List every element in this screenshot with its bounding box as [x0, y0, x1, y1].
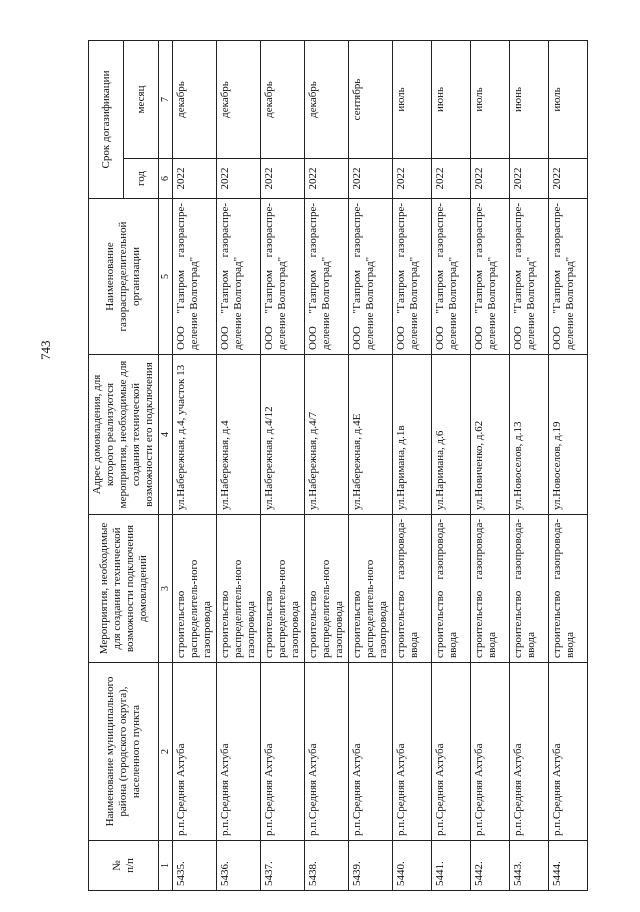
- header-address: Адрес домовладения, для которого реализуются мероприятия, необходимые для создания технической возможности его подключения: [89, 355, 159, 515]
- header-number: № п/п: [89, 841, 159, 891]
- row-number: 5439.: [349, 841, 393, 891]
- row-address: ул.Набережная, д.4/7: [305, 355, 349, 515]
- column-number-row: [159, 40, 173, 890]
- row-year: 2022: [305, 159, 349, 199]
- row-year: 2022: [261, 159, 305, 199]
- row-place: р.п.Средняя Ахтуба: [471, 663, 510, 841]
- row-address: ул.Новоселов, д.13: [510, 355, 549, 515]
- column-number: 2: [159, 663, 173, 841]
- row-organization: ООО "Газпром газораспре-деление Волгоград": [217, 199, 261, 355]
- row-number: 5444.: [549, 841, 588, 891]
- row-month: декабрь: [173, 40, 217, 158]
- row-address: ул.Набережная, д.4: [217, 355, 261, 515]
- row-measure: строительство распределитель-ного газопровода: [305, 515, 349, 663]
- row-year: 2022: [349, 159, 393, 199]
- row-organization: ООО "Газпром газораспре-деление Волгоград": [349, 199, 393, 355]
- table-row: [349, 40, 393, 890]
- row-place: р.п.Средняя Ахтуба: [305, 663, 349, 841]
- row-place: р.п.Средняя Ахтуба: [261, 663, 305, 841]
- table-row: [393, 40, 432, 890]
- column-number: 5: [159, 199, 173, 355]
- row-place: р.п.Средняя Ахтуба: [510, 663, 549, 841]
- row-organization: ООО "Газпром газораспре-деление Волгоград": [549, 199, 588, 355]
- row-organization: ООО "Газпром газораспре-деление Волгоград": [261, 199, 305, 355]
- row-month: июнь: [510, 40, 549, 158]
- rotated-table-container: [88, 41, 576, 891]
- row-measure: строительство распределитель-ного газопровода: [349, 515, 393, 663]
- row-address: ул.Набережная, д.4/12: [261, 355, 305, 515]
- header-deadline: Срок догазификации: [89, 40, 124, 198]
- table-body: [173, 40, 588, 890]
- row-place: р.п.Средняя Ахтуба: [549, 663, 588, 841]
- row-month: июль: [393, 40, 432, 158]
- row-measure: строительство газопровода-ввода: [549, 515, 588, 663]
- row-organization: ООО "Газпром газораспре-деление Волгоград": [432, 199, 471, 355]
- row-organization: ООО "Газпром газораспре-деление Волгоград": [510, 199, 549, 355]
- table-row: [510, 40, 549, 890]
- header-measure: Мероприятия, необходимые для создания технической возможности подключения домовладений: [89, 515, 159, 663]
- row-address: ул.Набережная, д.4Е: [349, 355, 393, 515]
- row-place: р.п.Средняя Ахтуба: [173, 663, 217, 841]
- table-row: [305, 40, 349, 890]
- row-year: 2022: [432, 159, 471, 199]
- row-year: 2022: [471, 159, 510, 199]
- row-month: июль: [549, 40, 588, 158]
- row-address: ул.Набережная, д.4, участок 13: [173, 355, 217, 515]
- column-number: 1: [159, 841, 173, 891]
- column-number: 4: [159, 355, 173, 515]
- header-year: год: [124, 159, 159, 199]
- row-month: сентябрь: [349, 40, 393, 158]
- table-header: [89, 40, 173, 890]
- column-number: 6: [159, 159, 173, 199]
- row-measure: строительство газопровода-ввода: [432, 515, 471, 663]
- row-address: ул.Новоселов, д.19: [549, 355, 588, 515]
- row-month: декабрь: [305, 40, 349, 158]
- row-number: 5437.: [261, 841, 305, 891]
- row-number: 5441.: [432, 841, 471, 891]
- row-month: декабрь: [217, 40, 261, 158]
- header-month: месяц: [124, 40, 159, 158]
- row-number: 5442.: [471, 841, 510, 891]
- row-organization: ООО "Газпром газораспре-деление Волгоград": [471, 199, 510, 355]
- table-row: [261, 40, 305, 890]
- row-month: июнь: [432, 40, 471, 158]
- row-address: ул.Новиченко, д.62: [471, 355, 510, 515]
- table-row: [432, 40, 471, 890]
- row-address: ул.Нариманa, д.6: [432, 355, 471, 515]
- row-organization: ООО "Газпром газораспре-деление Волгоград": [305, 199, 349, 355]
- row-organization: ООО "Газпром газораспре-деление Волгоград": [173, 199, 217, 355]
- row-year: 2022: [173, 159, 217, 199]
- row-measure: строительство газопровода-ввода: [510, 515, 549, 663]
- row-number: 5438.: [305, 841, 349, 891]
- gasification-table: [88, 40, 588, 891]
- table-row: [549, 40, 588, 890]
- row-place: р.п.Средняя Ахтуба: [349, 663, 393, 841]
- row-organization: ООО "Газпром газораспре-деление Волгоград": [393, 199, 432, 355]
- row-measure: строительство газопровода-ввода: [471, 515, 510, 663]
- row-year: 2022: [510, 159, 549, 199]
- row-measure: строительство распределитель-ного газопровода: [217, 515, 261, 663]
- header-place: Наименование муниципального района (городского округа), населенного пункта: [89, 663, 159, 841]
- row-measure: строительство распределитель-ного газопровода: [261, 515, 305, 663]
- row-year: 2022: [549, 159, 588, 199]
- row-measure: строительство газопровода-ввода: [393, 515, 432, 663]
- row-measure: строительство распределитель-ного газопровода: [173, 515, 217, 663]
- row-number: 5435.: [173, 841, 217, 891]
- row-place: р.п.Средняя Ахтуба: [393, 663, 432, 841]
- row-address: ул.Нариманa, д.1в: [393, 355, 432, 515]
- table-row: [471, 40, 510, 890]
- table-row: [173, 40, 217, 890]
- row-year: 2022: [393, 159, 432, 199]
- row-number: 5443.: [510, 841, 549, 891]
- header-organization: Наименование газораспределительной организации: [89, 199, 159, 355]
- table-row: [217, 40, 261, 890]
- row-number: 5440.: [393, 841, 432, 891]
- row-number: 5436.: [217, 841, 261, 891]
- page-number: 743: [38, 340, 53, 360]
- column-number: 3: [159, 515, 173, 663]
- row-year: 2022: [217, 159, 261, 199]
- column-number: 7: [159, 40, 173, 158]
- row-place: р.п.Средняя Ахтуба: [217, 663, 261, 841]
- row-month: декабрь: [261, 40, 305, 158]
- row-place: р.п.Средняя Ахтуба: [432, 663, 471, 841]
- row-month: июль: [471, 40, 510, 158]
